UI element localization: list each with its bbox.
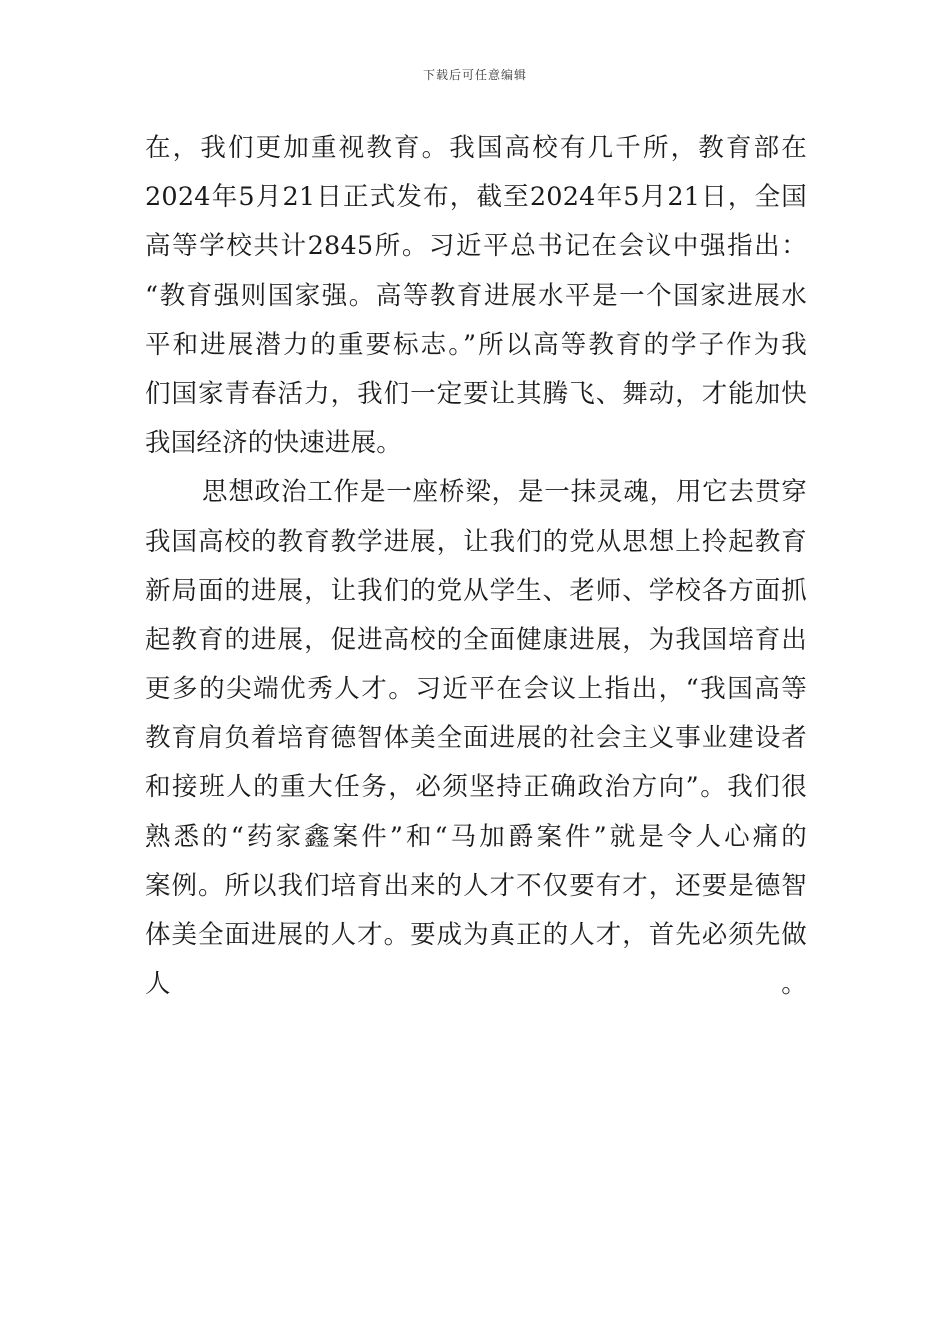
paragraph-1 bbox=[145, 124, 807, 468]
text-line: 平和进展潜力的重要标志。”所以高等教育的学子作为我 bbox=[145, 329, 807, 360]
text-line: 新局面的进展，让我们的党从学生、老师、学校各方面抓 bbox=[145, 575, 807, 606]
text-line: 体美全面进展的人才。要成为真正的人才，首先必须先做 bbox=[145, 920, 807, 950]
text-line: 人。 bbox=[145, 969, 807, 1000]
header-note: 下载后可任意编辑 bbox=[422, 68, 527, 82]
text-line: 案例。所以我们培育出来的人才不仅要有才，还要是德智 bbox=[145, 870, 807, 901]
text-line: 更多的尖端优秀人才。习近平在会议上指出，“我国高等 bbox=[145, 674, 807, 705]
text-line: 高等学校共计2845所。习近平总书记在会议中强指出： bbox=[145, 231, 807, 262]
text-line: 熟悉的“药家鑫案件”和“马加爵案件”就是令人心痛的 bbox=[145, 821, 807, 852]
text-line: “教育强则国家强。高等教育进展水平是一个国家进展水 bbox=[145, 280, 807, 311]
text-line: 思想政治工作是一座桥梁，是一抹灵魂，用它去贯穿 bbox=[202, 477, 807, 508]
paragraph-2 bbox=[145, 468, 807, 1058]
text-line: 我国高校的教育教学进展，让我们的党从思想上拎起教育 bbox=[145, 526, 807, 557]
text-line: 们国家青春活力，我们一定要让其腾飞、舞动，才能加快 bbox=[145, 378, 807, 409]
text-line: 我国经济的快速进展。 bbox=[145, 428, 403, 459]
body-text bbox=[145, 124, 807, 1059]
text-line bbox=[145, 1009, 807, 1058]
text-line: 教育肩负着培育德智体美全面进展的社会主义事业建设者 bbox=[145, 723, 807, 754]
text-line: 在，我们更加重视教育。我国高校有几千所，教育部在 bbox=[145, 133, 807, 163]
text-line: 起教育的进展，促进高校的全面健康进展，为我国培育出 bbox=[145, 624, 807, 655]
text-line: 2024年5月21日正式发布，截至2024年5月21日，全国 bbox=[145, 182, 807, 213]
text-line: 和接班人的重大任务，必须坚持正确政治方向”。我们很 bbox=[145, 772, 807, 803]
